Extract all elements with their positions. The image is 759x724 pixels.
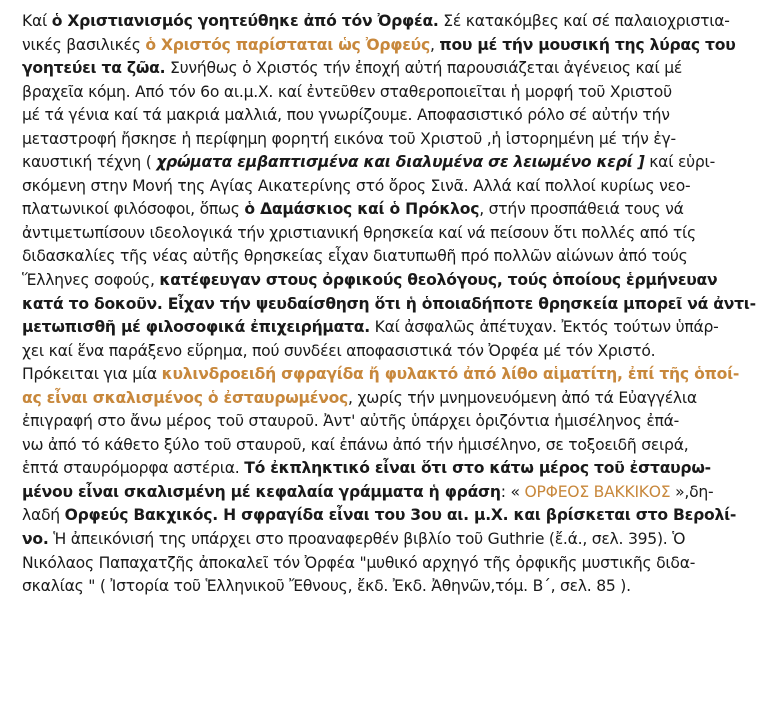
text-line bbox=[22, 222, 737, 246]
text-run: : « bbox=[500, 482, 525, 501]
text-line bbox=[22, 481, 737, 505]
text-run: Καί bbox=[22, 12, 52, 30]
text-line bbox=[22, 528, 737, 552]
highlighted-bold-text-run: ας εἶναι σκαλισμένος ὁ ἐσταυρωμένος bbox=[22, 388, 349, 407]
bold-text-run: Τό ἐκπληκτικό εἶναι ὅτι στο κάτω μέρος τοῦ ἐσταυρω- bbox=[244, 459, 711, 478]
text-line bbox=[22, 434, 737, 458]
bold-text-run: Ορφεύς Βακχικός. Η σφραγίδα εἶναι του 3ου αι. μ.Χ. και βρίσκεται στο Βερολί- bbox=[64, 506, 737, 525]
text-run: βραχεῖα κόμη. Από τόν 6ο αι.μ.Χ. καί ἐντεῦθεν σταθεροποιεῖται ἡ μορφή τοῦ Χριστοῦ bbox=[22, 82, 672, 101]
text-run: Ἕλληνες σοφούς, bbox=[22, 271, 160, 290]
text-run: Συνήθως ὁ Χριστός τήν ἐποχή αὐτή παρουσιάζεται ἀγένειος καί μέ bbox=[165, 59, 683, 78]
text-line bbox=[22, 128, 737, 152]
text-run: καυστική τέχνη ( bbox=[22, 153, 157, 172]
text-run: , στήν προσπάθειά τους νά bbox=[479, 200, 684, 219]
text-line bbox=[22, 363, 740, 387]
bold-text-run: που μέ τήν μουσική της λύρας του bbox=[439, 35, 736, 54]
text-line bbox=[22, 316, 737, 340]
text-run: νικές βασιλικές bbox=[22, 35, 146, 54]
text-run: Πρόκειται για μία bbox=[22, 365, 162, 384]
text-run: λαδή bbox=[22, 506, 65, 525]
highlighted-bold-text-run: ὁ Χριστός παρίσταται ὡς Ὀρφεύς bbox=[145, 35, 430, 54]
bold-italic-text-run: χρώματα εμβαπτισμένα και διαλυμένα σε λειωμένο κερί ] bbox=[156, 153, 645, 172]
bold-text-run: κατέφευγαν στους ὀρφικούς θεολόγους, τούς ὁποίους ἑρμήνευαν bbox=[159, 271, 718, 290]
text-line bbox=[22, 387, 737, 411]
text-run: σκαλίας " ( Ἰστορία τοῦ Ἑλληνικοῦ Ἔθνους, ἔκδ. Ἐκδ. Ἀθηνῶν,τόμ. Β΄, σελ. 85 ). bbox=[22, 577, 631, 596]
text-line bbox=[22, 575, 737, 599]
text-line bbox=[22, 151, 737, 175]
text-line bbox=[22, 457, 737, 481]
text-line bbox=[22, 198, 737, 222]
text-run: ἑπτά σταυρόμορφα αστέρια. bbox=[22, 459, 245, 478]
text-line bbox=[22, 10, 737, 34]
text-run: , bbox=[429, 35, 440, 54]
paragraph bbox=[22, 10, 756, 599]
text-run: καί εὑρι- bbox=[644, 153, 715, 172]
highlighted-bold-text-run: κυλινδροειδή σφραγίδα ἤ φυλακτό ἀπό λίθο αἱματίτη, ἐπί τῆς ὁποί- bbox=[161, 365, 740, 384]
text-line bbox=[22, 34, 737, 58]
text-run: Νικόλαος Παπαχατζῆς ἀποκαλεῖ τόν Ὀρφέα "μυθικό αρχηγό τῆς ὀρφικῆς μυστικῆς διδα- bbox=[22, 553, 696, 572]
bold-text-run: γοητεύει τα ζῶα. bbox=[22, 59, 166, 78]
text-run: πλατωνικοί φιλόσοφοι, ὅπως bbox=[22, 200, 245, 219]
text-run: νω ἀπό τό κάθετο ξύλο τοῦ σταυροῦ, καί ἐπάνω ἀπό τήν ἡμισέληνο, σε τοξοειδῆ σειρά, bbox=[22, 435, 689, 454]
text-run: σκόμενη στην Μονή της Αγίας Αικατερίνης στό ὄρος Σινᾶ. Αλλά καί πολλοί κυρίως νεο- bbox=[22, 176, 691, 195]
bold-text-run: μένου εἶναι σκαλισμένη μέ κεφαλαία γράμματα ἡ φράση bbox=[22, 482, 501, 501]
text-run: , χωρίς τήν μνημονευόμενη ἀπό τά Εὐαγγέλια bbox=[348, 388, 697, 407]
bold-text-run: μετωπισθῆ μέ φιλοσοφικά ἐπιχειρήματα. bbox=[22, 318, 370, 337]
text-run: μέ τά γένια καί τά μακριά μαλλιά, που γνωρίζουμε. Αποφασιστικό ρόλο σέ αὐτήν τήν bbox=[22, 106, 670, 125]
text-run: χει καί ἕνα παράξενο εὕρημα, πού συνδέει αποφασιστικά τόν Ὀρφέα μέ τόν Χριστό. bbox=[22, 341, 656, 360]
text-run: μεταστροφή ἤσκησε ἡ περίφημη φορητή εικόνα τοῦ Χριστοῦ ,ἡ ἱστορημένη μέ τήν ἐγ- bbox=[22, 129, 676, 148]
bold-text-run: ὁ Χριστιανισμός γοητεύθηκε ἀπό τόν Ὀρφέα. bbox=[51, 12, 439, 30]
text-line bbox=[22, 340, 737, 364]
bold-text-run: ὁ Δαμάσκιος καί ὁ Πρόκλος bbox=[244, 200, 480, 219]
text-run: Ἡ ἀπεικόνισή της υπάρχει στο προαναφερθέν βιβλίο τοῦ Guthrie (ἔ.ά., σελ. 395). Ὁ bbox=[48, 530, 686, 549]
highlighted-text-run: ΟΡΦΕΟΣ ΒΑΚΚΙΚΟΣ bbox=[524, 482, 671, 501]
text-line bbox=[22, 104, 737, 128]
text-run: διδασκαλίες τῆς νέας αὐτῆς θρησκείας εἶχαν διατυπωθῆ πρό πολλῶν αἰώνων ἀπό τούς bbox=[22, 247, 688, 266]
text-line bbox=[22, 269, 737, 293]
text-run: ἐπιγραφή στο ἄνω μέρος τοῦ σταυροῦ. Ἀντ' αὐτῆς ὑπάρχει ὁριζόντια ἡμισέληνος ἐπά- bbox=[22, 412, 680, 431]
text-run: Καί ἀσφαλῶς ἀπέτυχαν. Ἐκτός τούτων ὑπάρ- bbox=[369, 318, 719, 337]
text-run: »,δη- bbox=[670, 482, 714, 501]
bold-text-run: κατά το δοκοῦν. Εἶχαν τήν ψευδαίσθηση ὅτι ἡ ὁποιαδήποτε θρησκεία μπορεῖ νά ἀντι- bbox=[22, 294, 756, 313]
text-line bbox=[22, 81, 737, 105]
text-line bbox=[22, 57, 737, 81]
text-line bbox=[22, 175, 737, 199]
text-line bbox=[22, 504, 737, 528]
bold-text-run: νο. bbox=[22, 530, 49, 549]
text-line bbox=[22, 293, 756, 317]
text-line bbox=[22, 410, 737, 434]
text-line bbox=[22, 245, 737, 269]
text-line bbox=[22, 552, 737, 576]
text-run: Σέ κατακόμβες καί σέ παλαιοχριστια- bbox=[438, 12, 730, 30]
text-run: ἀντιμετωπίσουν ιδεολογικά τήν χριστιανική θρησκεία καί νά πείσουν ὅτι πολλές από τίς bbox=[22, 223, 696, 242]
